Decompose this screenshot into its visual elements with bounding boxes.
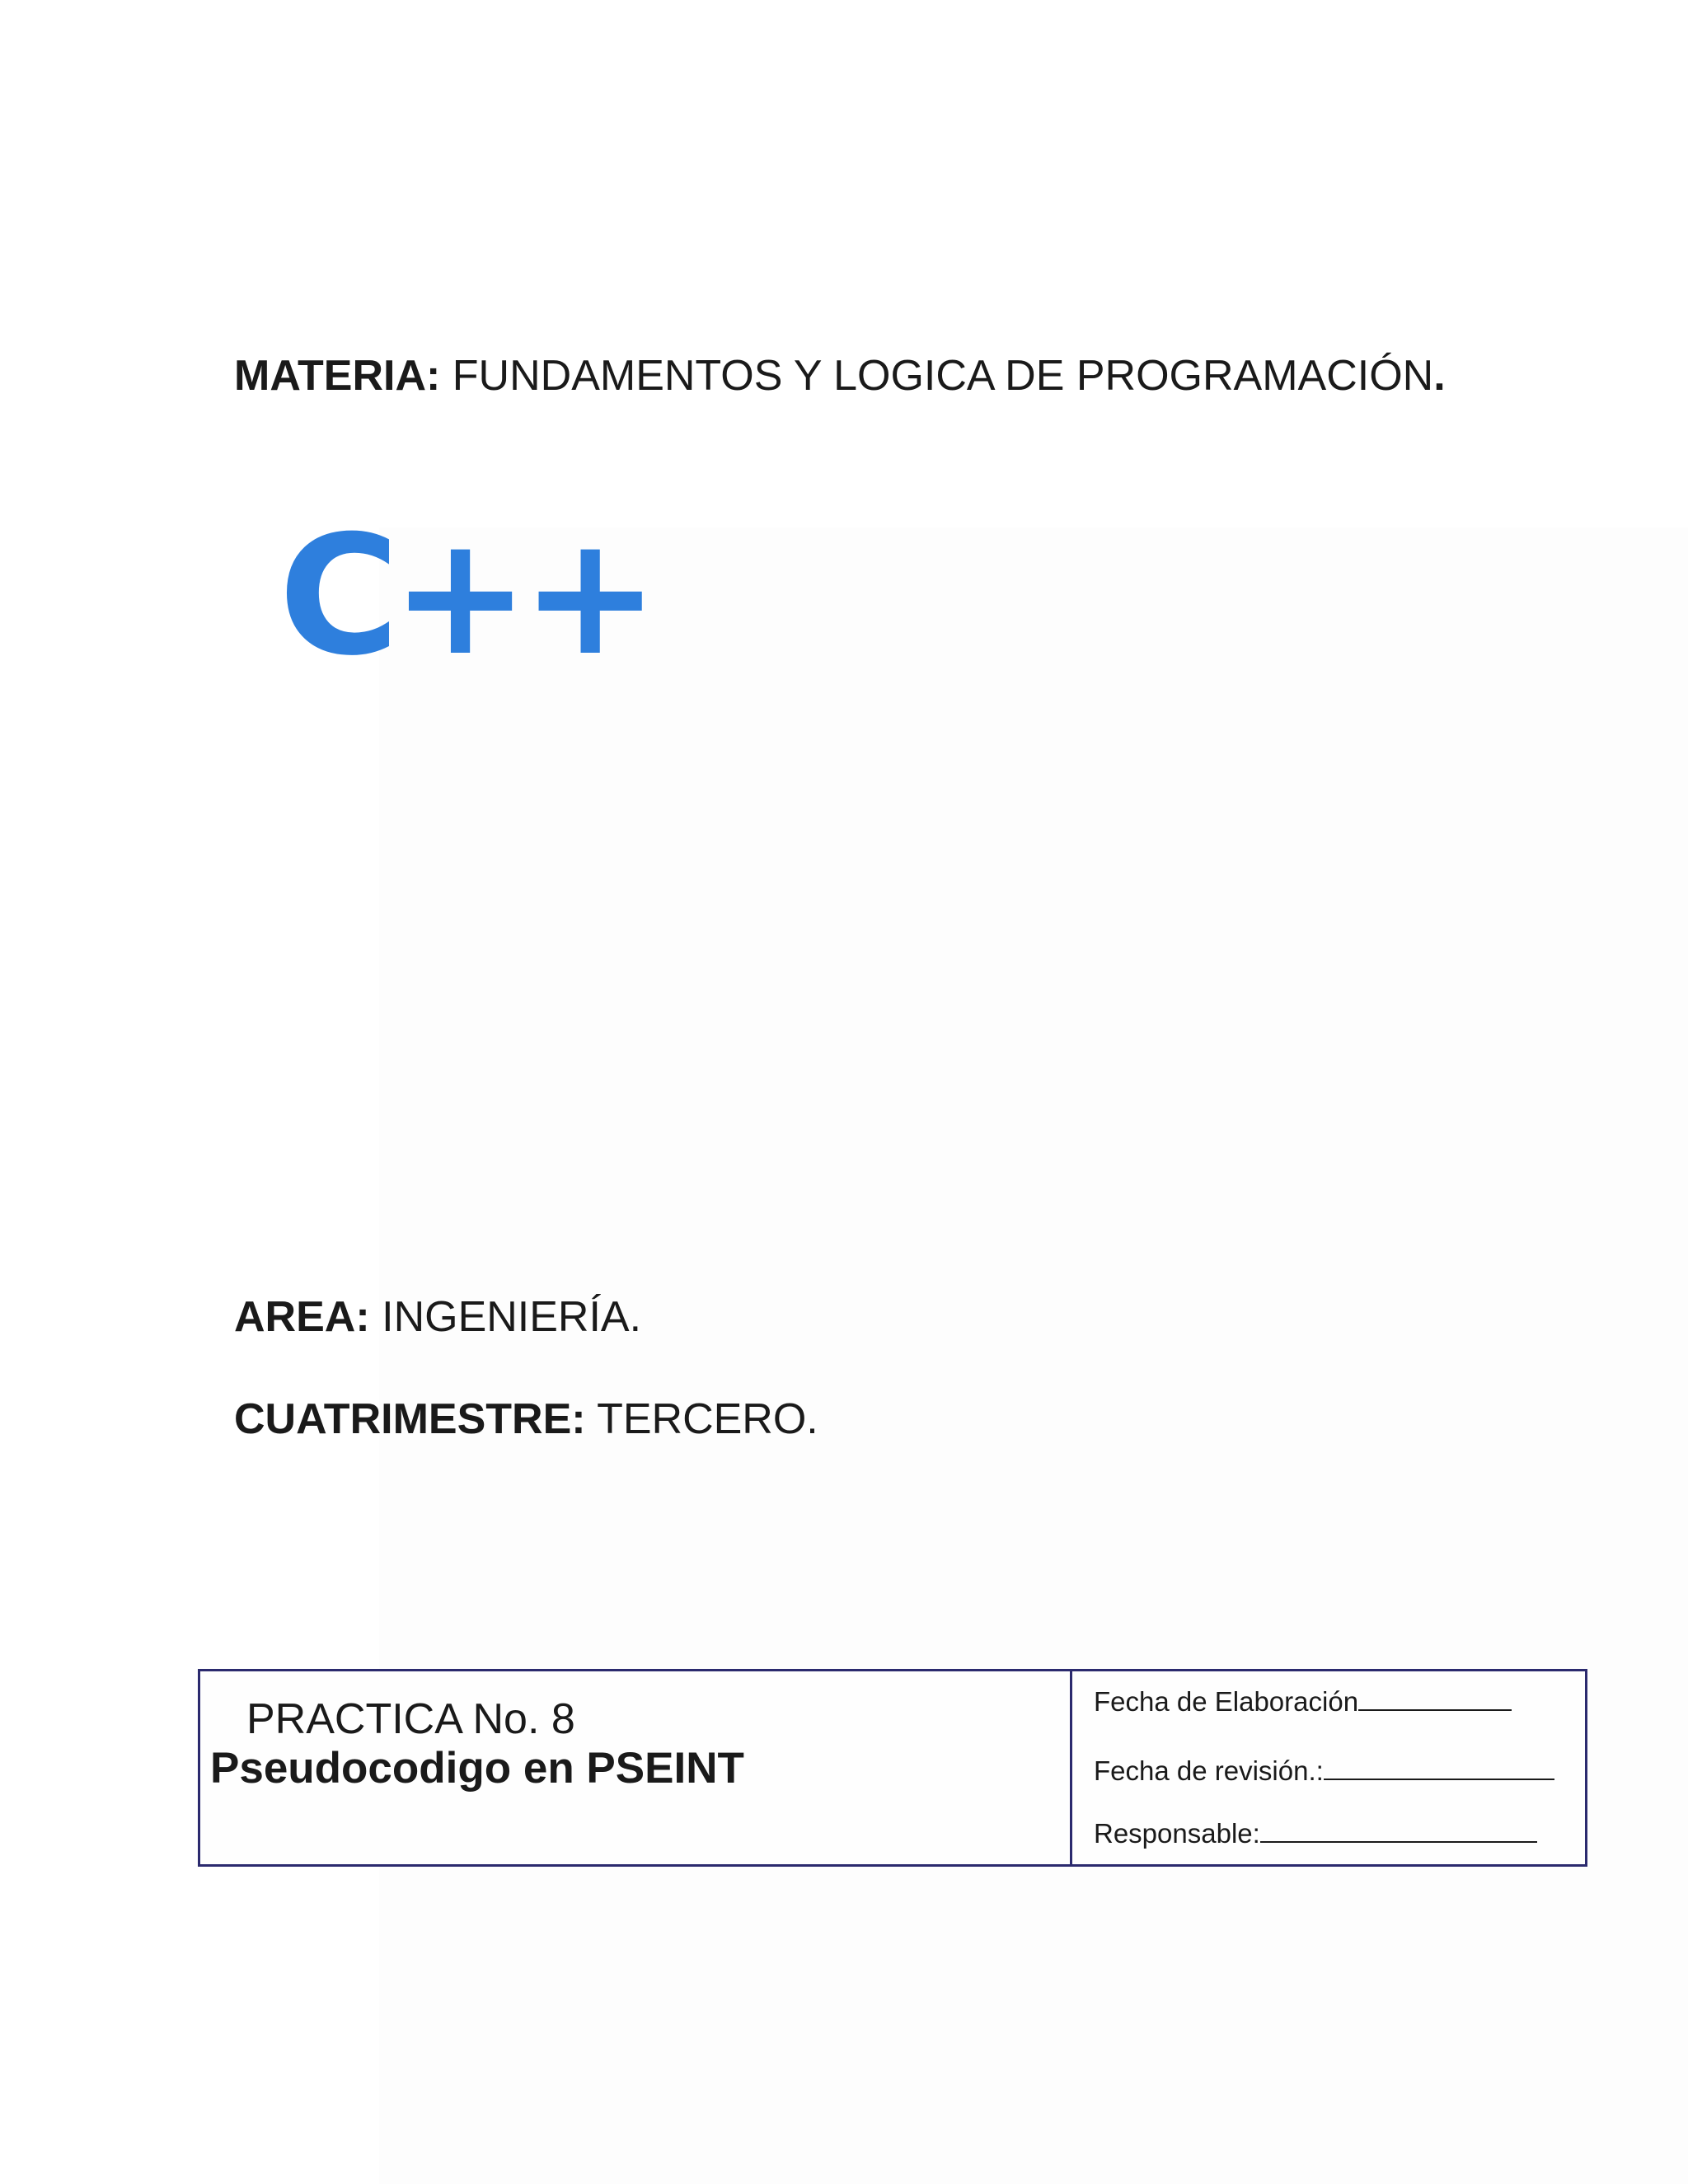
area-value: INGENIERÍA. [369, 1293, 642, 1341]
responsable-blank[interactable] [1260, 1816, 1537, 1843]
page-shade [379, 527, 1688, 2184]
practica-title-cell [200, 1671, 1072, 1864]
fecha-elaboracion-label: Fecha de Elaboración [1094, 1686, 1359, 1717]
cuatrimestre-line [234, 1394, 818, 1444]
materia-line [234, 351, 1446, 401]
cpp-logo-text: C++ [279, 500, 651, 692]
responsable-label: Responsable: [1094, 1818, 1260, 1849]
responsable-row [1094, 1816, 1537, 1850]
area-line [234, 1292, 641, 1342]
fecha-revision-row [1094, 1754, 1554, 1788]
fecha-revision-label: Fecha de revisión.: [1094, 1755, 1324, 1786]
fecha-elaboracion-row [1094, 1685, 1512, 1718]
materia-label: MATERIA: [234, 352, 441, 400]
materia-period: . [1433, 352, 1446, 400]
practica-number: PRACTICA No. 8 [246, 1695, 575, 1743]
fecha-revision-blank[interactable] [1324, 1754, 1554, 1780]
practica-title: Pseudocodigo en PSEINT [210, 1744, 744, 1793]
area-label: AREA: [234, 1293, 370, 1341]
materia-value: FUNDAMENTOS Y LOGICA DE PROGRAMACIÓN [440, 352, 1434, 400]
practica-meta-cell [1072, 1671, 1585, 1864]
cpp-logo [279, 500, 651, 692]
fecha-elaboracion-blank[interactable] [1358, 1685, 1512, 1711]
cuatrimestre-label: CUATRIMESTRE: [234, 1395, 586, 1443]
cuatrimestre-value: TERCERO. [585, 1395, 818, 1443]
practica-info-table [198, 1669, 1587, 1867]
